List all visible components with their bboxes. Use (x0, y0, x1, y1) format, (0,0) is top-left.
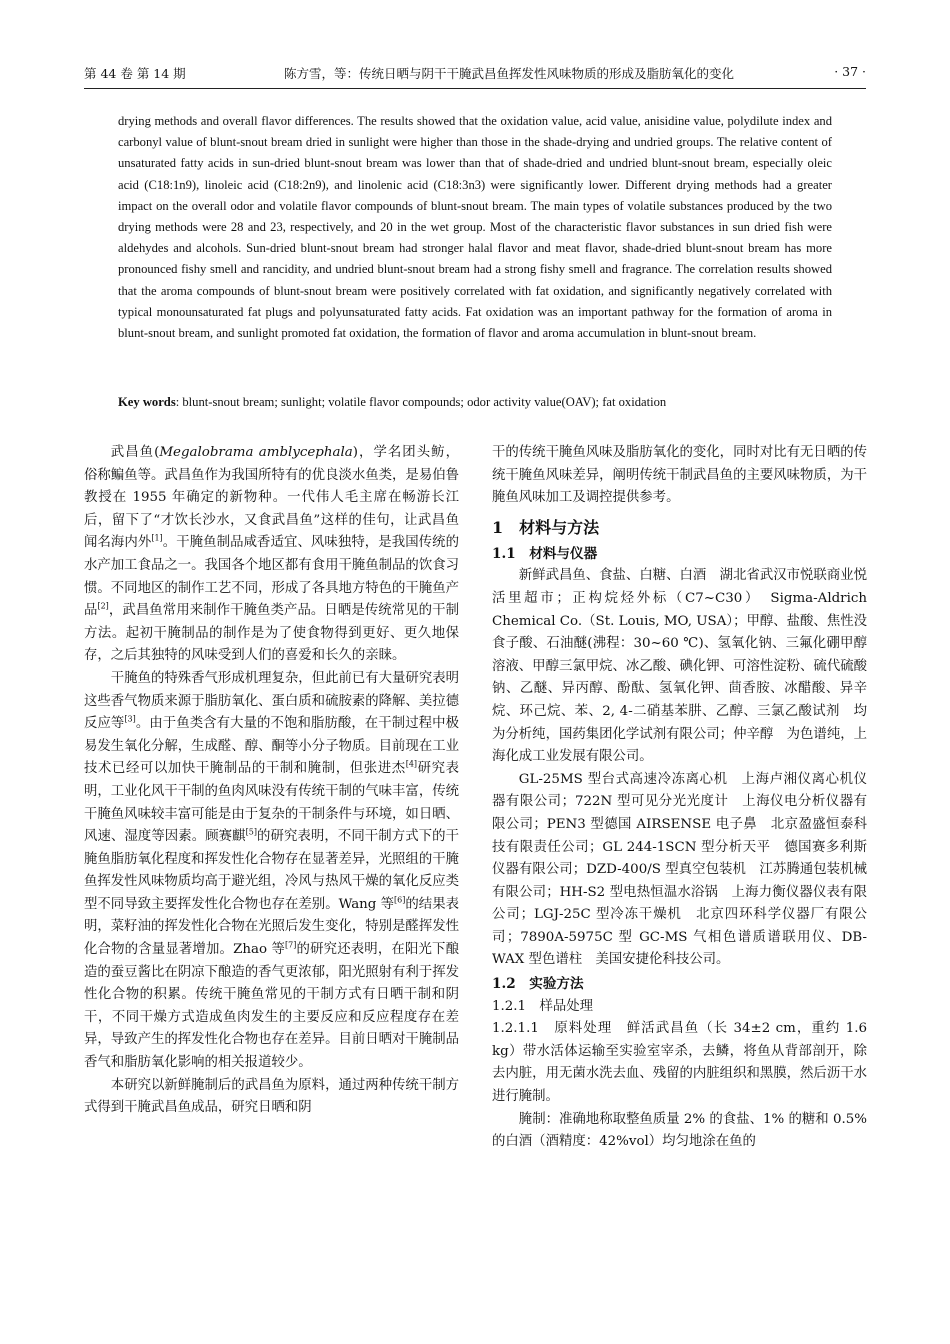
instruments-paragraph: GL-25MS 型台式高速冷冻离心机 上海卢湘仪离心机仪器有限公司；722N 型可见分光光度计 上海仪电分析仪器有限公司；PEN3 型德国 AIRSENSE 电子鼻 北京盈盛恒泰科技有限责任公司；GL 244-1SCN 型分析天平 德国赛多利斯仪器有限公司；DZD-400/S 型真空包装机 江苏腾通包装机械有限公司；HH-S2 型电热恒温水浴锅 上海力衡仪器仪表有限公司；LGJ-25C 型冷冻干燥机 北京四环科学仪器厂有限公司；7890A-5975C 型 GC-MS 气相色谱质谱联用仪、DB-WAX 型色谱柱 美国安捷伦科技公司。 (492, 771, 867, 968)
latin-name: Megalobrama amblycephala (159, 445, 353, 460)
keywords-label: Key words (118, 395, 176, 409)
left-column (84, 442, 459, 1120)
section-heading-1-2: 1.2 实验方法 (492, 976, 584, 993)
running-title: 陈方雪，等：传统日晒与阴干干腌武昌鱼挥发性风味物质的形成及脂肪氧化的变化 (284, 66, 735, 81)
header-divider (84, 88, 866, 89)
section-heading-1: 1 材料与方法 (492, 517, 600, 537)
citation: [2] (97, 601, 109, 611)
citation: [7] (285, 940, 297, 950)
right-column (492, 442, 867, 1154)
curing-paragraph: 腌制：准确地称取整鱼质量 2% 的食盐、1% 的糖和 0.5% 的白酒（酒精度：42%vol）均匀地涂在鱼的 (492, 1111, 867, 1150)
citation: [4] (405, 759, 418, 769)
raw-material-paragraph: 1.2.1.1 原料处理 鲜活武昌鱼（长 34±2 cm，重约 1.6 kg）带水活体运输至实验室宰杀，去鳞，将鱼从背部剖开，除去内脏，用无菌水洗去血、残留的内脏组织和黑膜，然后沥干水进行腌制。 (492, 1021, 867, 1105)
citation: [6] (394, 895, 406, 905)
intro-paragraph-3: 本研究以新鲜腌制后的武昌鱼为原料，通过两种传统干制方式得到干腌武昌鱼成品，研究日晒和阴 (84, 1077, 459, 1116)
intro-paragraph-1: 武昌鱼(Megalobrama amblycephala)，学名团头鲂，俗称鳊鱼等。武昌鱼作为我国所特有的优良淡水鱼类，是易伯鲁教授在 1955 年确定的新物种。一代伟人毛主席在畅游长江后，留下了“才饮长沙水，又食武昌鱼”这样的佳句，让武昌鱼闻名海内外[1]。干腌鱼制品咸香适宜、风味独特，是我国传统的水产加工食品之一。我国各个地区都有食用干腌鱼制品的饮食习惯。不同地区的制作工艺不同，形成了各具地方特色的干腌鱼产品[2]，武昌鱼常用来制作干腌鱼类产品。日晒是传统常见的干制方法。起初干腌制品的制作是为了使食物得到更好、更久地保存，之后其独特的风味受到人们的喜爱和长久的亲睐。 (84, 445, 459, 664)
english-abstract: drying methods and overall flavor differences. The results showed that the oxidation value, acid value, anisidine value, polydilute index and carbonyl value of blunt-snout bream dried in sunlight were higher than those in the shade-drying and undried groups. The relative content of unsaturated fatty acids in sun-dried blunt-snout bream was lower than that of shade-dried and undried blunt-snout bream, especially oleic acid (C18:1n9), linoleic acid (C18:2n9), and linolenic acid (C18:3n3) were significantly lower. Different drying methods had a greater impact on the overall odor and volatile flavor compounds of blunt-snout bream. The main types of volatile substances produced by the two drying methods were 28 and 23, respectively, and 20 in the wet group. Most of the characteristic flavor substances in sun dried fish were aldehydes and alcohols. Sun-dried blunt-snout bream had stronger halal flavor and meat flavor, shade-dried blunt-snout bream has more pronounced fishy smell and rancidity, and undried blunt-snout bream had a strong fishy smell and fragrance. The correlation results showed that the aroma compounds of blunt-snout bream were positively correlated with fat oxidation, and significantly negatively correlated with typical monounsaturated fat plugs and polyunsaturated fatty acids. Fat oxidation was an important pathway for the formation of aroma in blunt-snout bream, and sunlight promoted fat oxidation, the formation of flavor and aroma accumulation in blunt-snout bream. (118, 114, 832, 341)
running-header (84, 64, 866, 86)
page-number: · 37 · (834, 64, 866, 79)
volume-issue: 第 44 卷 第 14 期 (84, 66, 186, 81)
section-heading-1-2-1: 1.2.1 样品处理 (492, 998, 594, 1014)
keywords-text: : blunt-snout bream; sunlight; volatile flavor compounds; odor activity value(OAV); fat oxidation (175, 395, 667, 409)
keywords (118, 392, 832, 413)
intro-paragraph-2: 干腌鱼的特殊香气形成机理复杂，但此前已有大量研究表明这些香气物质来源于脂肪氧化、蛋白质和硫胺素的降解、美拉德反应等[3]。由于鱼类含有大量的不饱和脂肪酸，在干制过程中极易发生氧化分解，生成醛、醇、酮等小分子物质。目前现在工业技术已经可以加快干腌制品的干制和腌制，但张进杰[4]研究表明，工业化风干干制的鱼肉风味没有传统干制的气味丰富，传统干腌鱼风味较丰富可能是由于复杂的干制条件与环境，如日晒、风速、湿度等因素。顾赛麒[5]的研究表明，不同干制方式下的干腌鱼脂肪氧化程度和挥发性化合物存在显著差异，光照组的干腌鱼挥发性风味物质均高于避光组，冷风与热风干燥的氧化反应类型不同导致主要挥发性化合物也存在差别。Wang 等[6]的结果表明，菜籽油的挥发性化合物在光照后发生变化，特别是醛挥发性化合物的含量显著增加。Zhao 等[7]的研究还表明，在阳光下酿造的蚕豆酱比在阴凉下酿造的香气更浓郁，阳光照射有利于挥发性化合物的积累。传统干腌鱼常见的干制方式有日晒干制和阴干，不同干燥方式造成鱼肉发生的主要反应和反应程度存在差异，导致产生的挥发性化合物也存在差异。目前日晒对干腌制品香气和脂肪氧化影响的相关报道较少。 (84, 670, 460, 1071)
materials-paragraph: 新鲜武昌鱼、食盐、白糖、白酒 湖北省武汉市悦联商业悦活里超市；正构烷烃外标（C7~C30） Sigma-Aldrich Chemical Co.（St. Louis, MO, USA）；甲醇、盐酸、焦性没食子酸、石油醚(沸程：30~60 ℃)、氢氧化钠、三氟化硼甲醇溶液、甲醇三氯甲烷、冰乙酸、碘化钾、可溶性淀粉、硫代硫酸钠、乙醚、异丙醇、酚酞、氢氧化钾、茴香胺、冰醋酸、异辛烷、环己烷、苯、2, 4-二硝基苯肼、乙醇、三氯乙酸试剂 均为分析纯，国药集团化学试剂有限公司；仲辛醇 为色谱纯，上海化成工业发展有限公司。 (492, 568, 867, 765)
section-heading-1-1: 1.1 材料与仪器 (492, 545, 598, 562)
citation: [1] (151, 533, 163, 543)
intro-paragraph-3-continued: 干的传统干腌鱼风味及脂肪氧化的变化，同时对比有无日晒的传统干腌鱼风味差异，阐明传统干制武昌鱼的主要风味物质，为干腌鱼风味加工及调控提供参考。 (492, 445, 867, 506)
citation: [3] (124, 714, 136, 724)
citation: [5] (245, 827, 257, 837)
